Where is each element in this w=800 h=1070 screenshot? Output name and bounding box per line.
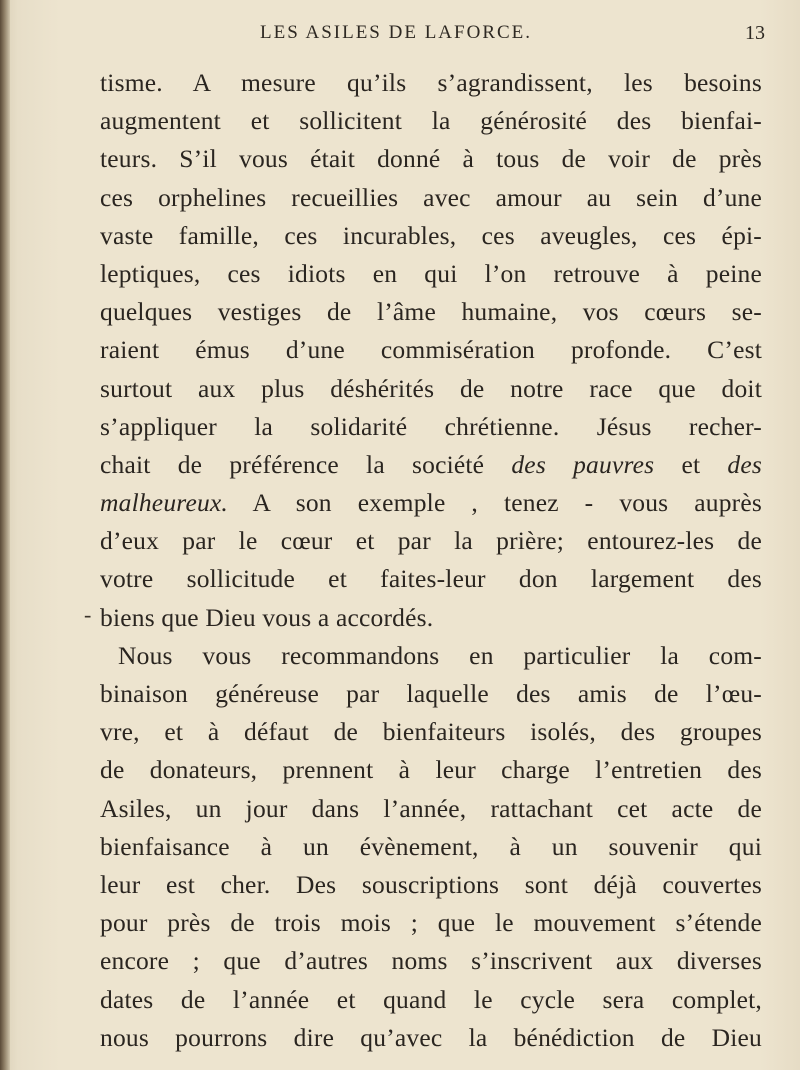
text-line: leptiques, ces idiots en qui l’on retrouve à peine [100,258,762,288]
text-line: nous pourrons dire qu’avec la bénédiction de Dieu [100,1022,762,1052]
book-binding-edge [0,0,10,1070]
margin-mark: - [84,602,92,627]
text-line: teurs. S’il vous était donné à tous de voir de près [100,144,762,174]
italic-phrase: malheureux. [100,488,229,518]
text-line: malheureux. A son exemple , tenez - vous auprès [100,488,762,518]
text-line: s’appliquer la solidarité chrétienne. Jésus recher- [100,411,762,441]
text-line: tisme. A mesure qu’ils s’agrandissent, les besoins [100,68,762,97]
text-line: encore ; que d’autres noms s’inscrivent aux diverses [100,946,762,976]
text-line: ces orphelines recueillies avec amour au sein d’une [100,182,762,212]
text-line: pour près de trois mois ; que le mouvement s’étende [100,908,762,938]
running-header [100,22,765,50]
text-line: chait de préférence la société des pauvres et des [100,449,762,479]
page-number: 13 [745,22,765,44]
text-line: de donateurs, prennent à leur charge l’entretien des [100,755,762,785]
italic-phrase: des [727,449,762,479]
text-line: raient émus d’une commisération profonde. C’est [100,335,762,365]
text-line: vre, et à défaut de bienfaiteurs isolés, des groupes [100,717,762,747]
text-line: votre sollicitude et faites-leur don largement des [100,564,762,594]
text-line: Nous vous recommandons en particulier la com- [118,640,762,670]
text-line: Asiles, un jour dans l’année, rattachant cet acte de [100,793,762,823]
text-line: augmentent et sollicitent la générosité des bienfai- [100,106,762,136]
text-line: biens que Dieu vous a accordés. [100,602,434,632]
running-title: LES ASILES DE LAFORCE. [260,22,533,43]
text-line: vaste famille, ces incurables, ces aveugles, ces épi- [100,220,762,250]
text-line: bienfaisance à un évènement, à un souvenir qui [100,831,762,861]
body-text [100,64,762,1057]
text-line: quelques vestiges de l’âme humaine, vos cœurs se- [100,297,762,327]
text-line: d’eux par le cœur et par la prière; entourez-les de [100,526,762,556]
italic-phrase: des pauvres [511,449,655,479]
text-line: leur est cher. Des souscriptions sont déjà couvertes [100,869,762,899]
text-line: dates de l’année et quand le cycle sera complet, [100,984,762,1014]
text-line: binaison généreuse par laquelle des amis de l’œu- [100,679,762,708]
text-line: surtout aux plus déshérités de notre race que doit [100,373,762,403]
